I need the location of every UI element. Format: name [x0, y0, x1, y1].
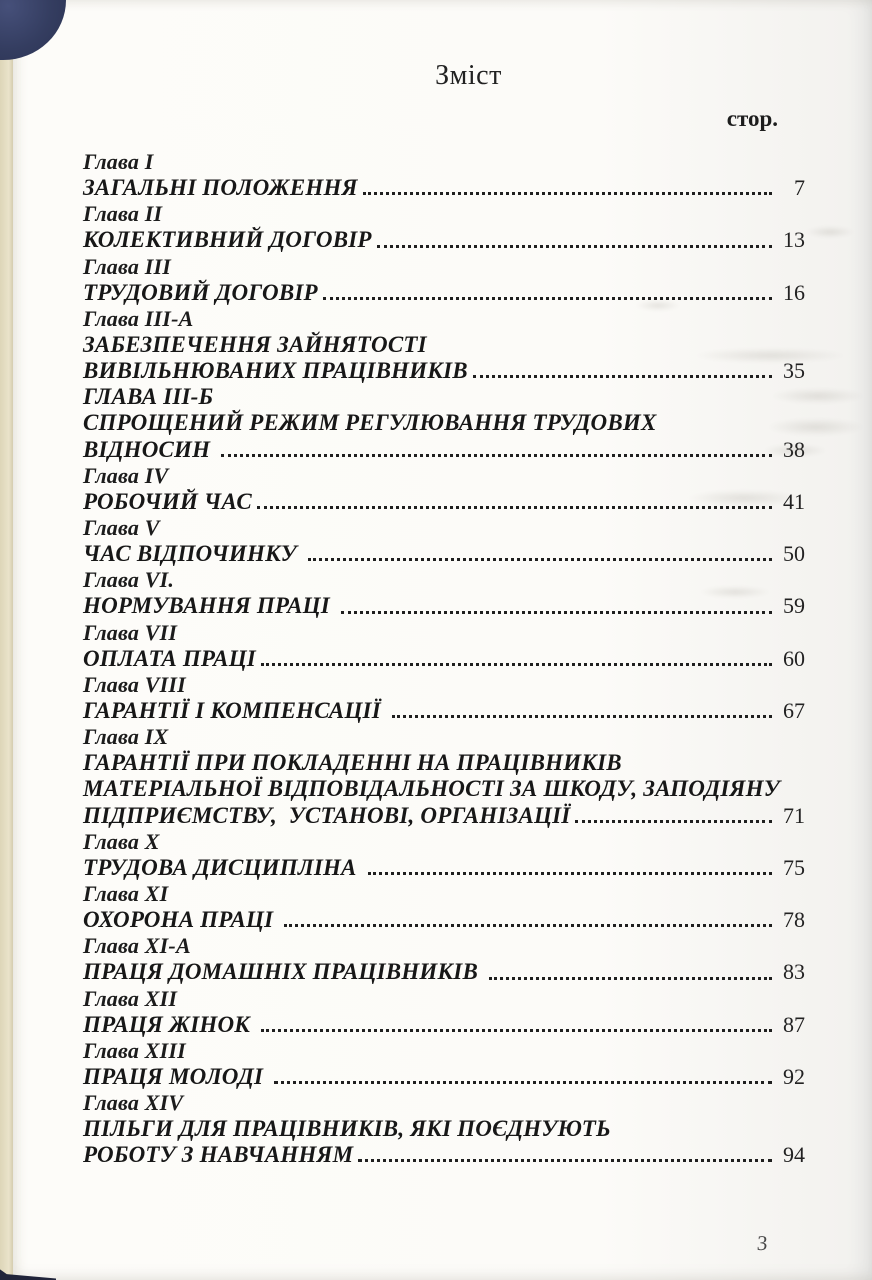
- toc-line-text: РОБОЧИЙ ЧАС: [83, 488, 252, 514]
- toc-chapter-label: [83, 672, 805, 698]
- dotted-leader: [323, 297, 772, 300]
- toc-page-number: 67: [783, 697, 805, 723]
- toc-line-text: ВИВІЛЬНЮВАНИХ ПРАЦІВНИКІВ: [83, 358, 468, 384]
- dotted-leader: [261, 1029, 772, 1032]
- toc-line-text: ПІЛЬГИ ДЛЯ ПРАЦІВНИКІВ, ЯКІ ПОЄДНУЮТЬ: [83, 1116, 611, 1142]
- toc-page-number: 87: [783, 1011, 805, 1037]
- toc-line-text: ЗАБЕЗПЕЧЕННЯ ЗАЙНЯТОСТІ: [83, 331, 427, 357]
- toc-chapter-label: [83, 515, 805, 541]
- dotted-leader: [392, 715, 772, 718]
- toc-line-text: Глава XI-А: [83, 933, 191, 959]
- toc-page-number: 13: [783, 227, 805, 253]
- toc-chapter-label: [83, 724, 805, 750]
- toc-entry: [83, 175, 805, 201]
- dotted-leader: [261, 663, 772, 666]
- toc-page-number: 83: [783, 959, 805, 985]
- toc-entry: [83, 1116, 805, 1142]
- toc-line-text: ГЛАВА ІІІ-Б: [83, 384, 214, 410]
- toc-page-number: 59: [783, 593, 805, 619]
- page-number: 3: [756, 1231, 769, 1255]
- toc-page-number: 78: [783, 907, 805, 933]
- toc-entry: [83, 384, 805, 410]
- toc-entry: [83, 907, 805, 933]
- toc-line-text: Глава VII: [83, 619, 178, 645]
- toc-page-number: 60: [783, 645, 805, 671]
- toc-chapter-label: [83, 254, 805, 280]
- toc-page-number: 16: [783, 279, 805, 305]
- toc-entry: [83, 332, 805, 358]
- toc-line-text: ПРАЦЯ ДОМАШНІХ ПРАЦІВНИКІВ: [83, 959, 484, 985]
- dotted-leader: [363, 192, 772, 195]
- toc-line-text: ОХОРОНА ПРАЦІ: [83, 907, 280, 933]
- toc-line-text: ГАРАНТІЇ І КОМПЕНСАЦІЇ: [83, 697, 387, 723]
- dotted-leader: [358, 1159, 772, 1162]
- toc-line-text: Глава V: [83, 514, 160, 540]
- toc-entry: [83, 541, 805, 567]
- toc-page-number: 7: [794, 175, 805, 201]
- dotted-leader: [575, 820, 772, 823]
- toc-line-text: МАТЕРІАЛЬНОЇ ВІДПОВІДАЛЬНОСТІ ЗА ШКОДУ, ЗАПОДІЯНУ: [83, 776, 780, 802]
- toc-entry: [83, 959, 805, 985]
- toc-line-text: Глава XIV: [83, 1090, 184, 1116]
- toc-entry: [83, 855, 805, 881]
- toc-line-text: Глава I: [83, 149, 154, 174]
- toc-chapter-label: [83, 201, 805, 227]
- toc-entry: [83, 227, 805, 253]
- toc-chapter-label: [83, 933, 805, 959]
- page-column-header: стор.: [726, 106, 778, 131]
- toc-chapter-label: [83, 306, 805, 332]
- toc-line-text: Глава XIII: [83, 1037, 186, 1063]
- toc-entry: [83, 698, 805, 724]
- table-of-contents: [83, 149, 805, 1168]
- dotted-leader: [377, 245, 772, 248]
- toc-line-text: ВІДНОСИН: [83, 436, 217, 462]
- toc-chapter-label: [83, 881, 805, 907]
- toc-line-text: ГАРАНТІЇ ПРИ ПОКЛАДЕННІ НА ПРАЦІВНИКІВ: [83, 750, 622, 776]
- dotted-leader: [368, 872, 772, 875]
- toc-page-number: 71: [783, 802, 805, 828]
- toc-line-text: ОПЛАТА ПРАЦІ: [83, 645, 256, 671]
- toc-line-text: Глава II: [83, 201, 163, 227]
- toc-entry: [83, 1142, 805, 1168]
- toc-line-text: НОРМУВАННЯ ПРАЦІ: [83, 593, 336, 619]
- toc-line-text: Глава III: [83, 253, 172, 279]
- toc-chapter-label: [83, 149, 805, 175]
- toc-page-number: 92: [783, 1063, 805, 1089]
- toc-entry: [83, 358, 805, 384]
- toc-entry: [83, 1012, 805, 1038]
- toc-line-text: ЗАГАЛЬНІ ПОЛОЖЕННЯ: [83, 175, 358, 201]
- toc-chapter-label: [83, 986, 805, 1012]
- dotted-leader: [284, 924, 772, 927]
- toc-entry: [83, 803, 805, 829]
- toc-line-text: ТРУДОВИЙ ДОГОВІР: [83, 279, 318, 305]
- toc-page-number: 41: [783, 488, 805, 514]
- dotted-leader: [221, 454, 772, 457]
- toc-chapter-label: [83, 620, 805, 646]
- toc-page-number: 50: [783, 541, 805, 567]
- toc-line-text: ПРАЦЯ ЖІНОК: [83, 1011, 257, 1037]
- dotted-leader: [473, 375, 772, 378]
- toc-line-text: Глава IX: [83, 724, 169, 750]
- toc-entry: [83, 437, 805, 463]
- toc-chapter-label: [83, 829, 805, 855]
- toc-line-text: Глава VIII: [83, 671, 186, 697]
- toc-entry: [83, 646, 805, 672]
- toc-line-text: Глава XI: [83, 880, 169, 906]
- toc-line-text: КОЛЕКТИВНИЙ ДОГОВІР: [83, 227, 372, 253]
- toc-page-number: 94: [783, 1142, 805, 1168]
- toc-line-text: ТРУДОВА ДИСЦИПЛІНА: [83, 854, 363, 880]
- toc-chapter-label: [83, 567, 805, 593]
- toc-line-text: Глава XII: [83, 985, 178, 1011]
- toc-line-text: Глава X: [83, 828, 160, 854]
- toc-entry: [83, 489, 805, 515]
- toc-line-text: ЧАС ВІДПОЧИНКУ: [83, 541, 303, 567]
- toc-line-text: Глава III-А: [83, 305, 194, 331]
- toc-line-text: Глава VI.: [83, 567, 175, 593]
- toc-entry: [83, 410, 805, 436]
- toc-line-text: ПРАЦЯ МОЛОДІ: [83, 1063, 270, 1089]
- dotted-leader: [489, 977, 772, 980]
- toc-chapter-label: [83, 1090, 805, 1116]
- toc-entry: [83, 1064, 805, 1090]
- dotted-leader: [308, 558, 772, 561]
- toc-line-text: СПРОЩЕНИЙ РЕЖИМ РЕГУЛЮВАННЯ ТРУДОВИХ: [83, 410, 657, 436]
- toc-entry: [83, 593, 805, 619]
- dotted-leader: [274, 1081, 772, 1084]
- toc-line-text: ПІДПРИЄМСТВУ, УСТАНОВІ, ОРГАНІЗАЦІЇ: [83, 802, 571, 828]
- toc-chapter-label: [83, 1038, 805, 1064]
- toc-entry: [83, 280, 805, 306]
- toc-entry: [83, 776, 805, 802]
- toc-line-text: Глава IV: [83, 462, 169, 488]
- toc-page-number: 75: [783, 854, 805, 880]
- toc-line-text: РОБОТУ З НАВЧАННЯМ: [83, 1142, 354, 1168]
- dotted-leader: [257, 506, 772, 509]
- toc-page-number: 35: [783, 358, 805, 384]
- paper-page: [13, 0, 872, 1280]
- page-title: Зміст: [435, 60, 502, 91]
- toc-entry: [83, 750, 805, 776]
- dotted-leader: [341, 611, 772, 614]
- toc-page-number: 38: [783, 436, 805, 462]
- toc-chapter-label: [83, 463, 805, 489]
